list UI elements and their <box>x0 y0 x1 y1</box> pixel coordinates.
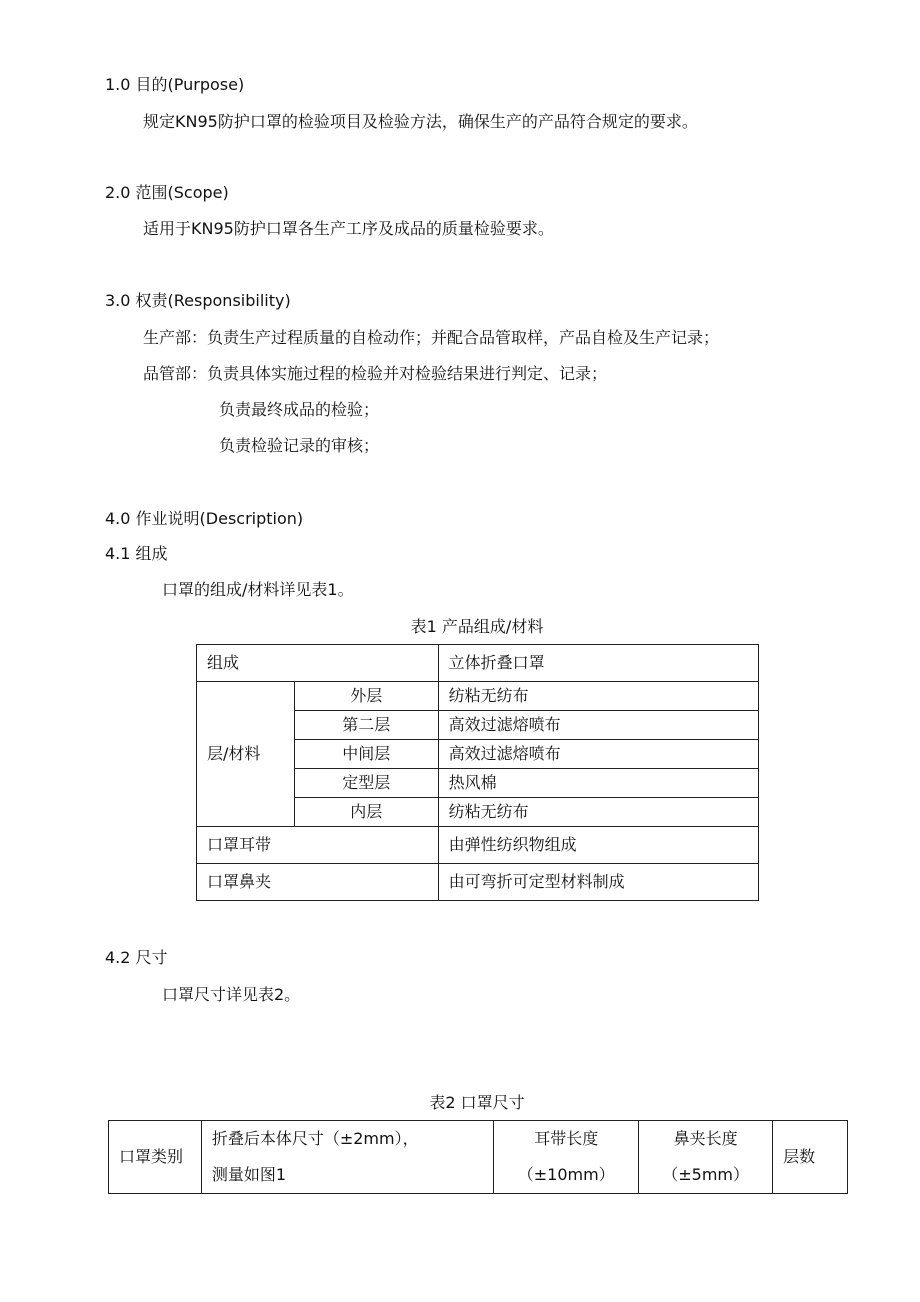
layer-material: 高效过滤熔喷布 <box>438 711 758 740</box>
section-4-1-heading: 4.1 组成 <box>105 544 168 563</box>
production-duty: 生产部：负责生产过程质量的自检动作；并配合品管取样，产品自检及生产记录； <box>143 328 720 347</box>
table-2-caption: 表2 口罩尺寸 <box>429 1093 525 1112</box>
table-cell: 由可弯折可定型材料制成 <box>438 864 758 901</box>
table-cell: 口罩类别 <box>109 1121 202 1194</box>
layer-name: 外层 <box>294 682 438 711</box>
section-2-body: 适用于KN95防护口罩各生产工序及成品的质量检验要求。 <box>143 219 554 238</box>
table-cell-line: 鼻夹长度 <box>673 1129 738 1148</box>
layer-material: 纺粘无纺布 <box>438 682 758 711</box>
composition-table <box>196 644 759 901</box>
layer-name: 内层 <box>294 798 438 827</box>
table-cell-line: 折叠后本体尺寸（±2mm）， <box>211 1129 419 1148</box>
table-cell <box>494 1121 639 1194</box>
section-3-heading: 3.0 权责(Responsibility) <box>105 291 291 310</box>
table-cell <box>639 1121 773 1194</box>
section-1-heading: 1.0 目的(Purpose) <box>105 75 245 94</box>
table-cell: 组成 <box>197 645 439 682</box>
section-4-2-body: 口罩尺寸详见表2。 <box>162 985 301 1004</box>
layer-group-label: 层/材料 <box>197 682 295 827</box>
section-2-heading: 2.0 范围(Scope) <box>105 183 229 202</box>
size-table <box>108 1120 848 1194</box>
table-cell-line: 耳带长度 <box>534 1129 599 1148</box>
table-row <box>197 864 759 901</box>
table-cell: 口罩耳带 <box>197 827 439 864</box>
table-row <box>197 682 759 711</box>
table-cell: 由弹性纺织物组成 <box>438 827 758 864</box>
qc-duty-2: 负责最终成品的检验； <box>219 400 380 419</box>
section-4-1-body: 口罩的组成/材料详见表1。 <box>162 580 354 599</box>
table-1-caption: 表1 产品组成/材料 <box>410 617 544 636</box>
section-4-heading: 4.0 作业说明(Description) <box>105 509 304 528</box>
layer-name: 中间层 <box>294 740 438 769</box>
layer-name: 定型层 <box>294 769 438 798</box>
section-1-body: 规定KN95防护口罩的检验项目及检验方法，确保生产的产品符合规定的要求。 <box>143 112 698 131</box>
table-row <box>197 645 759 682</box>
table-cell-line: （±5mm） <box>662 1165 749 1184</box>
qc-duty: 品管部：负责具体实施过程的检验并对检验结果进行判定、记录； <box>143 364 608 383</box>
table-row <box>197 827 759 864</box>
table-cell <box>201 1121 493 1194</box>
table-cell: 层数 <box>773 1121 848 1194</box>
table-cell: 口罩鼻夹 <box>197 864 439 901</box>
table-row <box>109 1121 848 1194</box>
layer-material: 高效过滤熔喷布 <box>438 740 758 769</box>
table-cell-line: 测量如图1 <box>211 1165 286 1184</box>
table-cell-line: （±10mm） <box>517 1165 615 1184</box>
section-4-2-heading: 4.2 尺寸 <box>105 948 168 967</box>
table-cell: 立体折叠口罩 <box>438 645 758 682</box>
layer-name: 第二层 <box>294 711 438 740</box>
qc-duty-3: 负责检验记录的审核； <box>219 436 380 455</box>
layer-material: 纺粘无纺布 <box>438 798 758 827</box>
layer-material: 热风棉 <box>438 769 758 798</box>
